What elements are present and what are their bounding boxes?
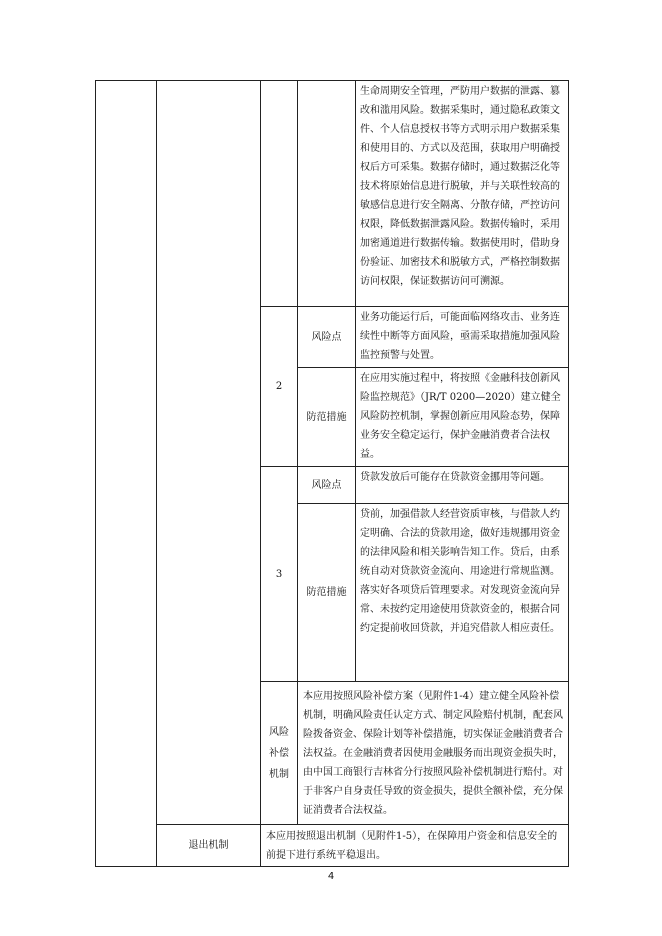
compensation-text: 本应用按照风险补偿方案（见附件1-4）建立健全风险补偿机制，明确风险责任认定方式、制定风险赔付机制，配套风险拨备资金、保险计划等补偿措施，切实保证金融消费者合法权益。在金融消费者因使用金融服务而出现资金损失时，由中国工商银行吉林省分行按照风险补偿机制进行赔付。对于非客户自身责任导致的资金损失，提供全额补偿，充分保证消费者合法权益。 xyxy=(298,682,569,825)
item2-measure-label: 防范措施 xyxy=(298,368,356,467)
item3-number: 3 xyxy=(261,467,298,682)
table-row xyxy=(96,825,569,867)
item2-risk-text: 业务功能运行后，可能面临网络攻击、业务连续性中断等方面风险，亟需采取措施加强风险监控预警与处置。 xyxy=(356,307,569,368)
item-label-cell-empty xyxy=(298,81,356,307)
item-number-cell-empty xyxy=(261,81,298,307)
item2-measure-text: 在应用实施过程中，将按照《金融科技创新风险监控规范》（JR/T 0200—2020）建立健全风险防控机制，掌握创新应用风险态势，保障业务安全稳定运行，保护金融消费者合法权益。 xyxy=(356,368,569,467)
item3-measure-text: 贷前，加强借款人经营资质审核，与借款人约定明确、合法的贷款用途，做好违规挪用资金的法律风险和相关影响告知工作。贷后，由系统自动对贷款资金流向、用途进行常规监测。落实好各项贷后管理要求。对发现资金流向异常、未按约定用途使用贷款资金的，根据合同约定提前收回贷款，并追究借款人相应责任。 xyxy=(356,504,569,682)
table-row xyxy=(96,81,569,307)
item3-risk-text: 贷款发放后可能存在贷款资金挪用等问题。 xyxy=(356,467,569,504)
item2-risk-label: 风险点 xyxy=(298,307,356,368)
item3-risk-label: 风险点 xyxy=(298,467,356,504)
compensation-label: 风险补偿机制 xyxy=(261,682,298,825)
risk-control-table xyxy=(95,80,569,867)
category-column-cell xyxy=(157,81,261,825)
page-number: 4 xyxy=(327,871,335,882)
item3-measure-label: 防范措施 xyxy=(298,504,356,682)
exit-text: 本应用按照退出机制（见附件1-5），在保障用户资金和信息安全的前提下进行系统平稳退出。 xyxy=(261,825,569,867)
section-column-cell xyxy=(96,81,157,867)
item1-continuation-text: 生命周期安全管理，严防用户数据的泄露、篡改和滥用风险。数据采集时，通过隐私政策文件、个人信息授权书等方式明示用户数据采集和使用目的、方式以及范围，获取用户明确授权后方可采集。数据存储时，通过数据泛化等技术将原始信息进行脱敏，并与关联性较高的敏感信息进行安全隔离、分散存储，严控访问权限，降低数据泄露风险。数据传输时，采用加密通道进行数据传输。数据使用时，借助身份验证、加密技术和脱敏方式，严格控制数据访问权限，保证数据访问可溯源。 xyxy=(356,81,569,307)
exit-label: 退出机制 xyxy=(157,825,261,867)
item2-number: 2 xyxy=(261,307,298,467)
